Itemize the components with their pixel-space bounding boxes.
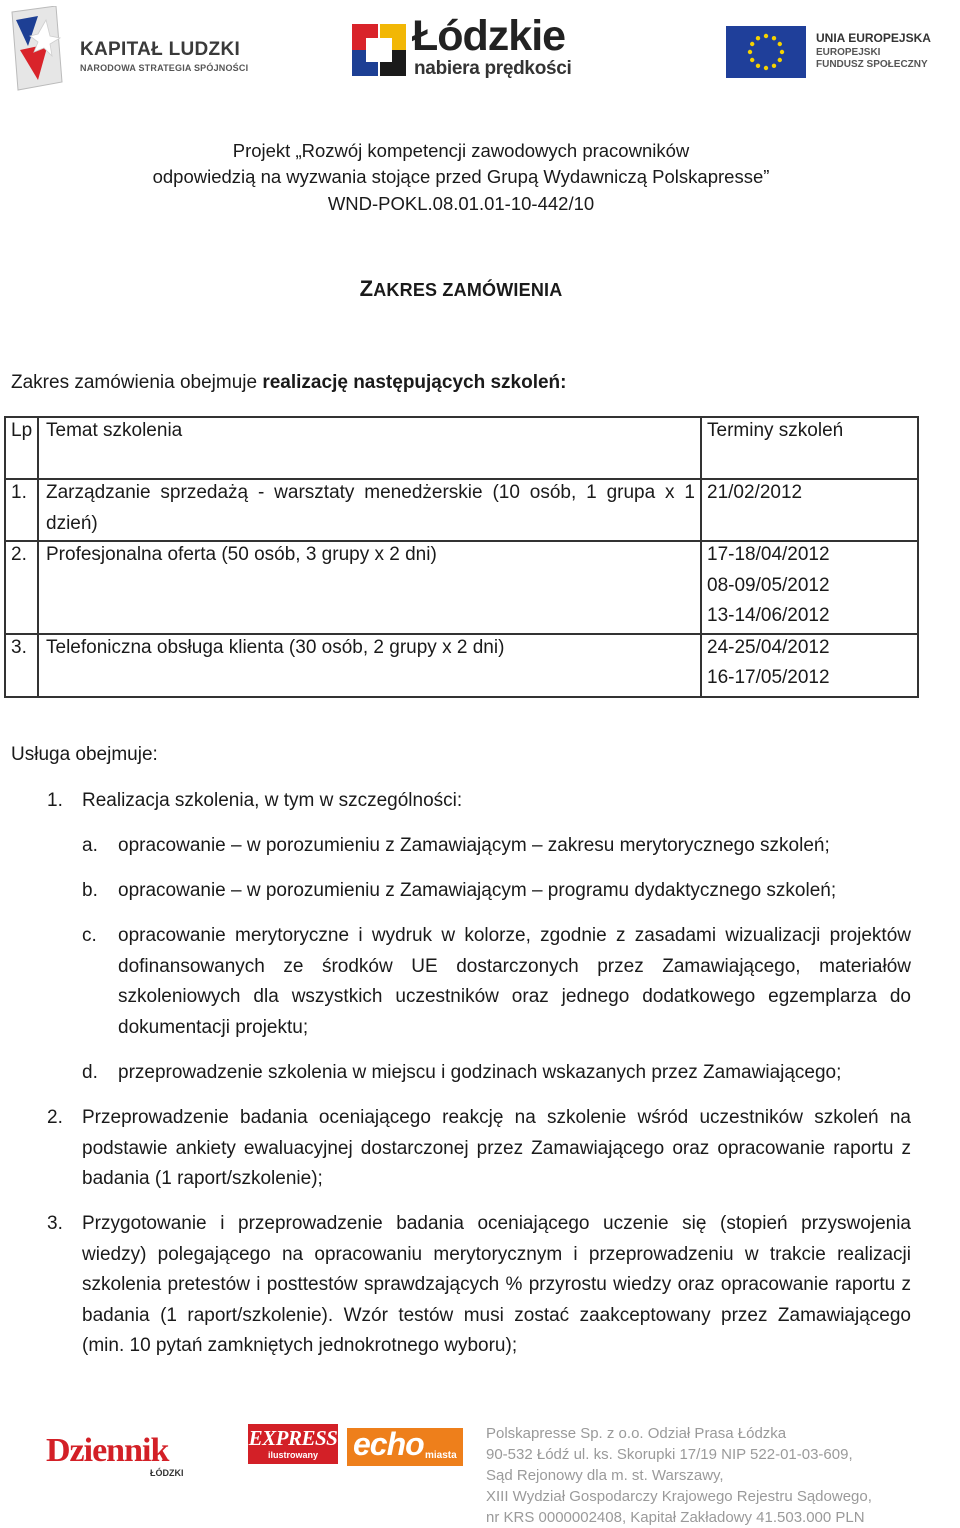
footer	[0, 1410, 960, 1528]
table-row-2-lp: 2.	[11, 544, 27, 565]
table-row-2-date-2: 08-09/05/2012	[707, 575, 830, 596]
table-row-1-topic: Zarządzanie sprzedażą - warsztaty menedżerskie (10 osób, 1 grupa x 1 dzień)	[46, 482, 695, 534]
table-row-3-date-2: 16-17/05/2012	[707, 667, 830, 688]
page-title	[0, 276, 922, 302]
table-row-2-date-3: 13-14/06/2012	[707, 605, 830, 626]
eu-subtitle-line2: FUNDUSZ SPOŁECZNY	[816, 59, 928, 70]
scope-title: Usługa obejmuje:	[11, 744, 158, 765]
header-logos	[0, 0, 960, 100]
table-row-1-lp: 1.	[11, 482, 27, 503]
echo-logo	[347, 1428, 463, 1466]
list-subitem-a-letter: a.	[82, 835, 98, 856]
eu-logo	[726, 26, 936, 80]
footer-address-line-5: nr KRS 0000002408, Kapitał Zakładowy 41.503.000 PLN	[486, 1509, 865, 1526]
list-subitem-c-text: opracowanie merytoryczne i wydruk w kolorze, zgodnie z zasadami wizualizacji projektów dofinansowanych ze środków UE dostarczonych przez Zamawiającego, materiałów szkoleniowych dla wszystkich uczestników oraz jednego dodatkowego egzemplarza do dokumentacji projektu;	[118, 925, 911, 1038]
footer-address-line-2: 90-532 Łódź ul. ks. Skorupki 17/19 NIP 522-01-03-609,	[486, 1446, 853, 1463]
table-row-3-lp: 3.	[11, 637, 27, 658]
dziennik-title: Dziennik	[46, 1432, 169, 1469]
kapital-ludzki-title: KAPITAŁ LUDZKI	[80, 39, 241, 60]
table-rule	[4, 696, 919, 698]
table-rule	[700, 416, 702, 698]
express-logo	[248, 1424, 338, 1464]
lodzkie-emblem-icon	[352, 24, 406, 76]
table-row-2-topic: Profesjonalna oferta (50 osób, 3 grupy x 2 dni)	[46, 544, 437, 565]
intro-plain: Zakres zamówienia obejmuje	[11, 372, 263, 393]
column-header-dates: Terminy szkoleń	[707, 420, 844, 441]
eu-title: UNIA EUROPEJSKA	[816, 31, 931, 45]
table-row-2-date-1: 17-18/04/2012	[707, 544, 830, 565]
footer-address-line-3: Sąd Rejonowy dla m. st. Warszawy,	[486, 1467, 724, 1484]
project-number: WND-POKL.08.01.01-10-442/10	[327, 193, 595, 214]
kapital-ludzki-emblem-icon	[8, 6, 64, 92]
kapital-ludzki-subtitle: NARODOWA STRATEGIA SPÓJNOŚCI	[80, 63, 249, 73]
footer-address-line-4: XIII Wydział Gospodarczy Krajowego Rejestru Sądowego,	[486, 1488, 872, 1505]
project-title-line1: Projekt „Rozwój kompetencji zawodowych pracowników	[232, 140, 690, 161]
trainings-table	[4, 416, 919, 698]
list-subitem-d-letter: d.	[82, 1062, 98, 1083]
page-title-first: Z	[359, 276, 374, 301]
eu-subtitle-line1: EUROPEJSKI	[816, 47, 881, 58]
dziennik-subtitle: ŁÓDZKI	[150, 1468, 184, 1478]
express-title: EXPRESS	[248, 1426, 338, 1450]
footer-address-line-1: Polskapresse Sp. z o.o. Odział Prasa Łódzka	[486, 1425, 787, 1442]
page-title-rest: AKRES ZAMÓWIENIA	[373, 280, 563, 300]
intro-paragraph	[11, 372, 566, 394]
column-header-topic: Temat szkolenia	[46, 420, 183, 441]
intro-bold: realizację następujących szkoleń:	[262, 372, 567, 393]
list-subitem-d-text: przeprowadzenie szkolenia w miejscu i godzinach wskazanych przez Zamawiającego;	[118, 1062, 842, 1083]
list-item-1-text: Realizacja szkolenia, w tym w szczególności:	[82, 790, 463, 811]
table-row-3-date-1: 24-25/04/2012	[707, 637, 830, 658]
table-row-3-topic: Telefoniczna obsługa klienta (30 osób, 2 grupy x 2 dni)	[46, 637, 505, 658]
table-row-1-date-1: 21/02/2012	[707, 482, 803, 503]
lodzkie-title: Łódzkie	[412, 12, 566, 60]
list-subitem-b-letter: b.	[82, 880, 98, 901]
lodzkie-logo	[352, 12, 582, 82]
list-item-2-number: 2.	[47, 1107, 63, 1128]
list-subitem-c-letter: c.	[82, 925, 97, 946]
list-subitem-b-text: opracowanie – w porozumieniu z Zamawiającym – programu dydaktycznego szkoleń;	[118, 880, 837, 901]
express-subtitle: ilustrowany	[267, 1450, 318, 1460]
list-item-3-number: 3.	[47, 1213, 63, 1234]
table-rule	[37, 416, 39, 698]
list-item-3-text: Przygotowanie i przeprowadzenie badania oceniającego uczenie się (stopień przyswojenia wiedzy) polegającego na opracowaniu merytorycznym i przeprowadzeniu w trakcie realizacji szkolenia pretestów i posttestów sprawdzających % przyrostu wiedzy oraz opracowanie raportu z badania (1 raport/szkolenie). Wzór testów musi zostać zaakceptowany przez Zamawiającego (min. 10 pytań zamkniętych jednokrotnego wyboru);	[82, 1213, 911, 1356]
column-header-lp: Lp	[11, 420, 33, 441]
dziennik-logo	[46, 1432, 196, 1482]
table-rule	[917, 416, 919, 698]
list-item-2-text: Przeprowadzenie badania oceniającego reakcję na szkolenie wśród uczestników szkoleń na podstawie ankiety ewaluacyjnej dostarczonej przez Zamawiającego oraz opracowanie raportu z badania (1 raport/szkolenie);	[82, 1107, 911, 1189]
echo-subtitle: miasta	[425, 1450, 457, 1461]
project-title-line2: odpowiedzią na wyzwania stojące przed Grupą Wydawniczą Polskapresse”	[152, 166, 770, 187]
list-item-1-number: 1.	[47, 790, 63, 811]
kapital-ludzki-logo	[8, 6, 278, 92]
eu-flag-icon	[726, 26, 806, 78]
table-rule	[4, 416, 6, 698]
echo-title: echo	[353, 1426, 424, 1462]
lodzkie-subtitle: nabiera prędkości	[414, 58, 572, 79]
list-subitem-a-text: opracowanie – w porozumieniu z Zamawiającym – zakresu merytorycznego szkoleń;	[118, 835, 830, 856]
